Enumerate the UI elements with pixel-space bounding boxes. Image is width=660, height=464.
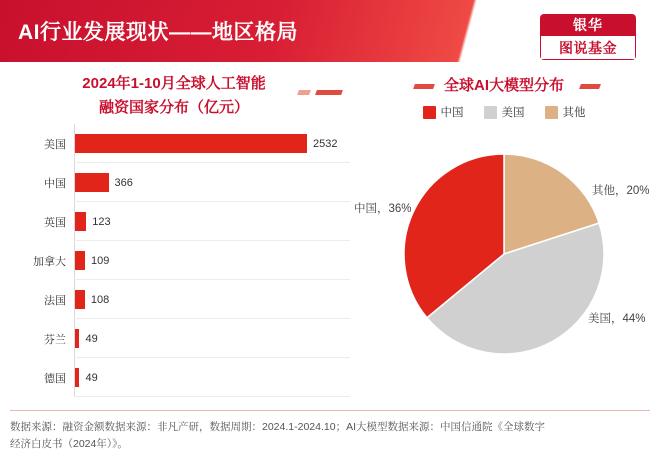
bar-segment [75, 251, 85, 270]
source-footnote [10, 410, 650, 460]
pie-svg [392, 142, 616, 366]
bar-category-label: 美国 [44, 138, 66, 151]
bar-track [74, 241, 350, 280]
bar-segment [75, 173, 109, 192]
pie-legend-item[interactable] [545, 104, 586, 120]
bar-value-label: 123 [92, 215, 111, 228]
bar-track [74, 124, 350, 163]
bar-value-label: 366 [114, 176, 133, 189]
content-card [10, 62, 650, 407]
pie-legend-swatch [484, 106, 497, 119]
pie-legend [358, 104, 650, 120]
pie-plot [354, 142, 650, 366]
bar-category-label: 法国 [44, 294, 66, 307]
source-footnote-line1: 数据来源：融资金额数据来源：非凡产研，数据周期：2024.1-2024.10；AI大模型数据来源：中国信通院《全球数字 [10, 421, 545, 433]
bar-segment [75, 329, 79, 348]
bar-chart-title [24, 72, 324, 120]
brand-logo [550, 6, 648, 56]
pie-chart-panel [354, 62, 650, 407]
pie-label-china: 中国，36% [354, 203, 412, 215]
bar-track [74, 319, 350, 358]
bar-row [18, 319, 350, 358]
bar-segment [75, 212, 86, 231]
pie-legend-label: 美国 [501, 107, 525, 119]
bar-category-label: 芬兰 [44, 333, 66, 346]
title-accent-light-icon [297, 90, 311, 95]
brand-logo-top-text: 银华 [540, 14, 636, 36]
bar-track [74, 202, 350, 241]
bar-row [18, 358, 350, 397]
bar-value-label: 109 [90, 254, 110, 267]
bar-value-label: 2532 [313, 137, 338, 150]
brand-logo-bottom-text: 图说基金 [540, 36, 636, 60]
bar-track [74, 280, 350, 319]
pie-legend-swatch [545, 106, 558, 119]
pie-label-usa: 美国，44% [588, 313, 646, 325]
pie-legend-label: 其他 [562, 107, 586, 119]
bar-value-label: 49 [85, 332, 98, 345]
bar-row-divider [74, 396, 350, 397]
bar-segment [75, 134, 307, 153]
bar-row [18, 202, 350, 241]
bar-value-label: 108 [90, 293, 110, 306]
pie-title-accent-left-icon [413, 84, 435, 89]
pie-label-other: 其他，20% [592, 185, 650, 197]
bar-category-label: 中国 [44, 177, 66, 190]
bar-row [18, 124, 350, 163]
bar-chart-panel [10, 62, 350, 407]
title-accent-icon [315, 90, 343, 95]
bar-category-label: 加拿大 [33, 255, 66, 268]
bar-segment [75, 368, 79, 387]
pie-legend-item[interactable] [423, 104, 464, 120]
pie-legend-swatch [423, 106, 436, 119]
slide-header [0, 0, 660, 62]
bar-row [18, 241, 350, 280]
bar-chart-title-line1: 2024年1-10月全球人工智能 [82, 75, 266, 92]
bar-track [74, 163, 350, 202]
pie-legend-label: 中国 [440, 107, 464, 119]
page-title: AI行业发展现状——地区格局 [18, 21, 298, 44]
pie-legend-item[interactable] [484, 104, 525, 120]
bar-track [74, 358, 350, 397]
bar-category-label: 英国 [44, 216, 66, 229]
bar-value-label: 49 [85, 371, 98, 384]
source-footnote-line2: 经济白皮书（2024年）》。 [10, 438, 128, 450]
bar-chart-title-line2: 融资国家分布（亿元） [98, 99, 249, 116]
bar-category-label: 德国 [44, 372, 66, 385]
bar-chart-plot [18, 124, 350, 400]
pie-title-accent-right-icon [579, 84, 601, 89]
bar-segment [75, 290, 85, 309]
bar-row [18, 163, 350, 202]
bar-row [18, 280, 350, 319]
pie-chart-title: 全球AI大模型分布 [443, 77, 564, 94]
